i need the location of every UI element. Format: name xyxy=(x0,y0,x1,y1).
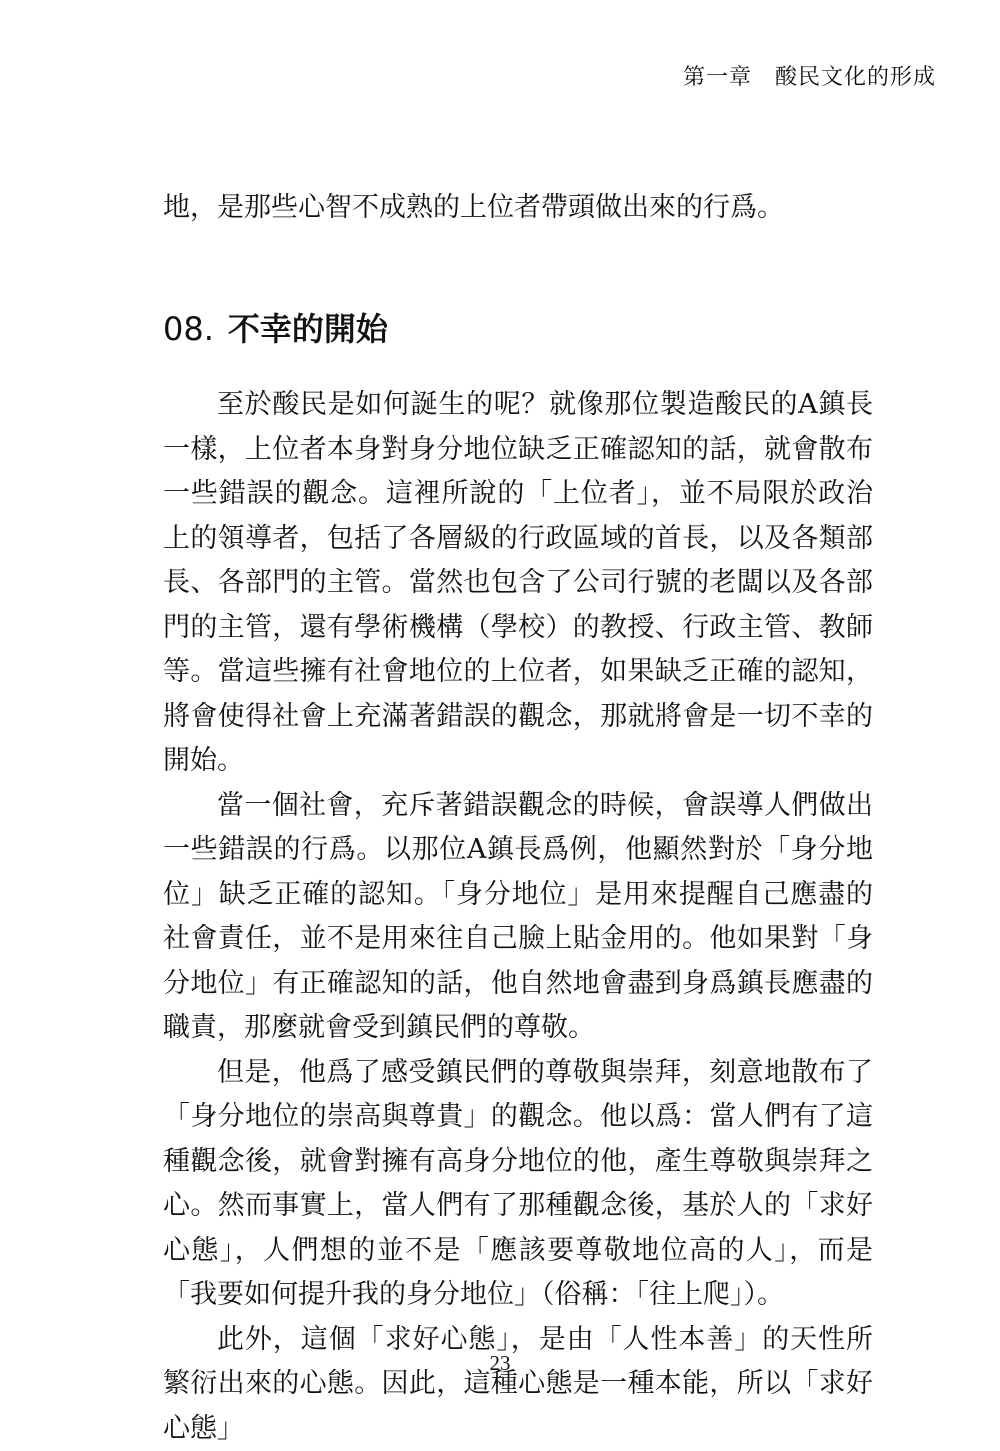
section-number: 08. xyxy=(163,310,214,348)
section-heading xyxy=(163,304,388,350)
paragraph: 此外，這個「求好心態」，是由「人性本善」的天性所繁衍出來的心態。因此，這種心態是一種本能，所以「求好心態」 xyxy=(163,1318,873,1451)
body-text xyxy=(163,383,873,1451)
section-title: 不幸的開始 xyxy=(228,310,388,348)
paragraph: 當一個社會，充斥著錯誤觀念的時候，會誤導人們做出一些錯誤的行爲。以那位A鎮長爲例，他顯然對於「身分地位」缺乏正確的認知。「身分地位」是用來提醒自己應盡的社會責任，並不是用來往自己臉上貼金用的。他如果對「身分地位」有正確認知的話，他自然地會盡到身爲鎮長應盡的職責，那麼就會受到鎮民們的尊敬。 xyxy=(163,784,873,1051)
page-number: 23 xyxy=(0,1351,1000,1376)
continuation-line: 地，是那些心智不成熟的上位者帶頭做出來的行爲。 xyxy=(163,186,873,230)
running-header: 第一章 酸民文化的形成 xyxy=(683,60,936,91)
paragraph: 但是，他爲了感受鎮民們的尊敬與崇拜，刻意地散布了「身分地位的崇高與尊貴」的觀念。他以爲：當人們有了這種觀念後，就會對擁有高身分地位的他，產生尊敬與崇拜之心。然而事實上，當人們有了那種觀念後，基於人的「求好心態」，人們想的並不是「應該要尊敬地位高的人」，而是「我要如何提升我的身分地位」（俗稱：「往上爬」）。 xyxy=(163,1051,873,1318)
paragraph: 至於酸民是如何誕生的呢？就像那位製造酸民的A鎮長一樣，上位者本身對身分地位缺乏正確認知的話，就會散布一些錯誤的觀念。這裡所說的「上位者」，並不局限於政治上的領導者，包括了各層級的行政區域的首長，以及各類部長、各部門的主管。當然也包含了公司行號的老闆以及各部門的主管，還有學術機構（學校）的教授、行政主管、教師等。當這些擁有社會地位的上位者，如果缺乏正確的認知，將會使得社會上充滿著錯誤的觀念，那就將會是一切不幸的開始。 xyxy=(163,383,873,784)
